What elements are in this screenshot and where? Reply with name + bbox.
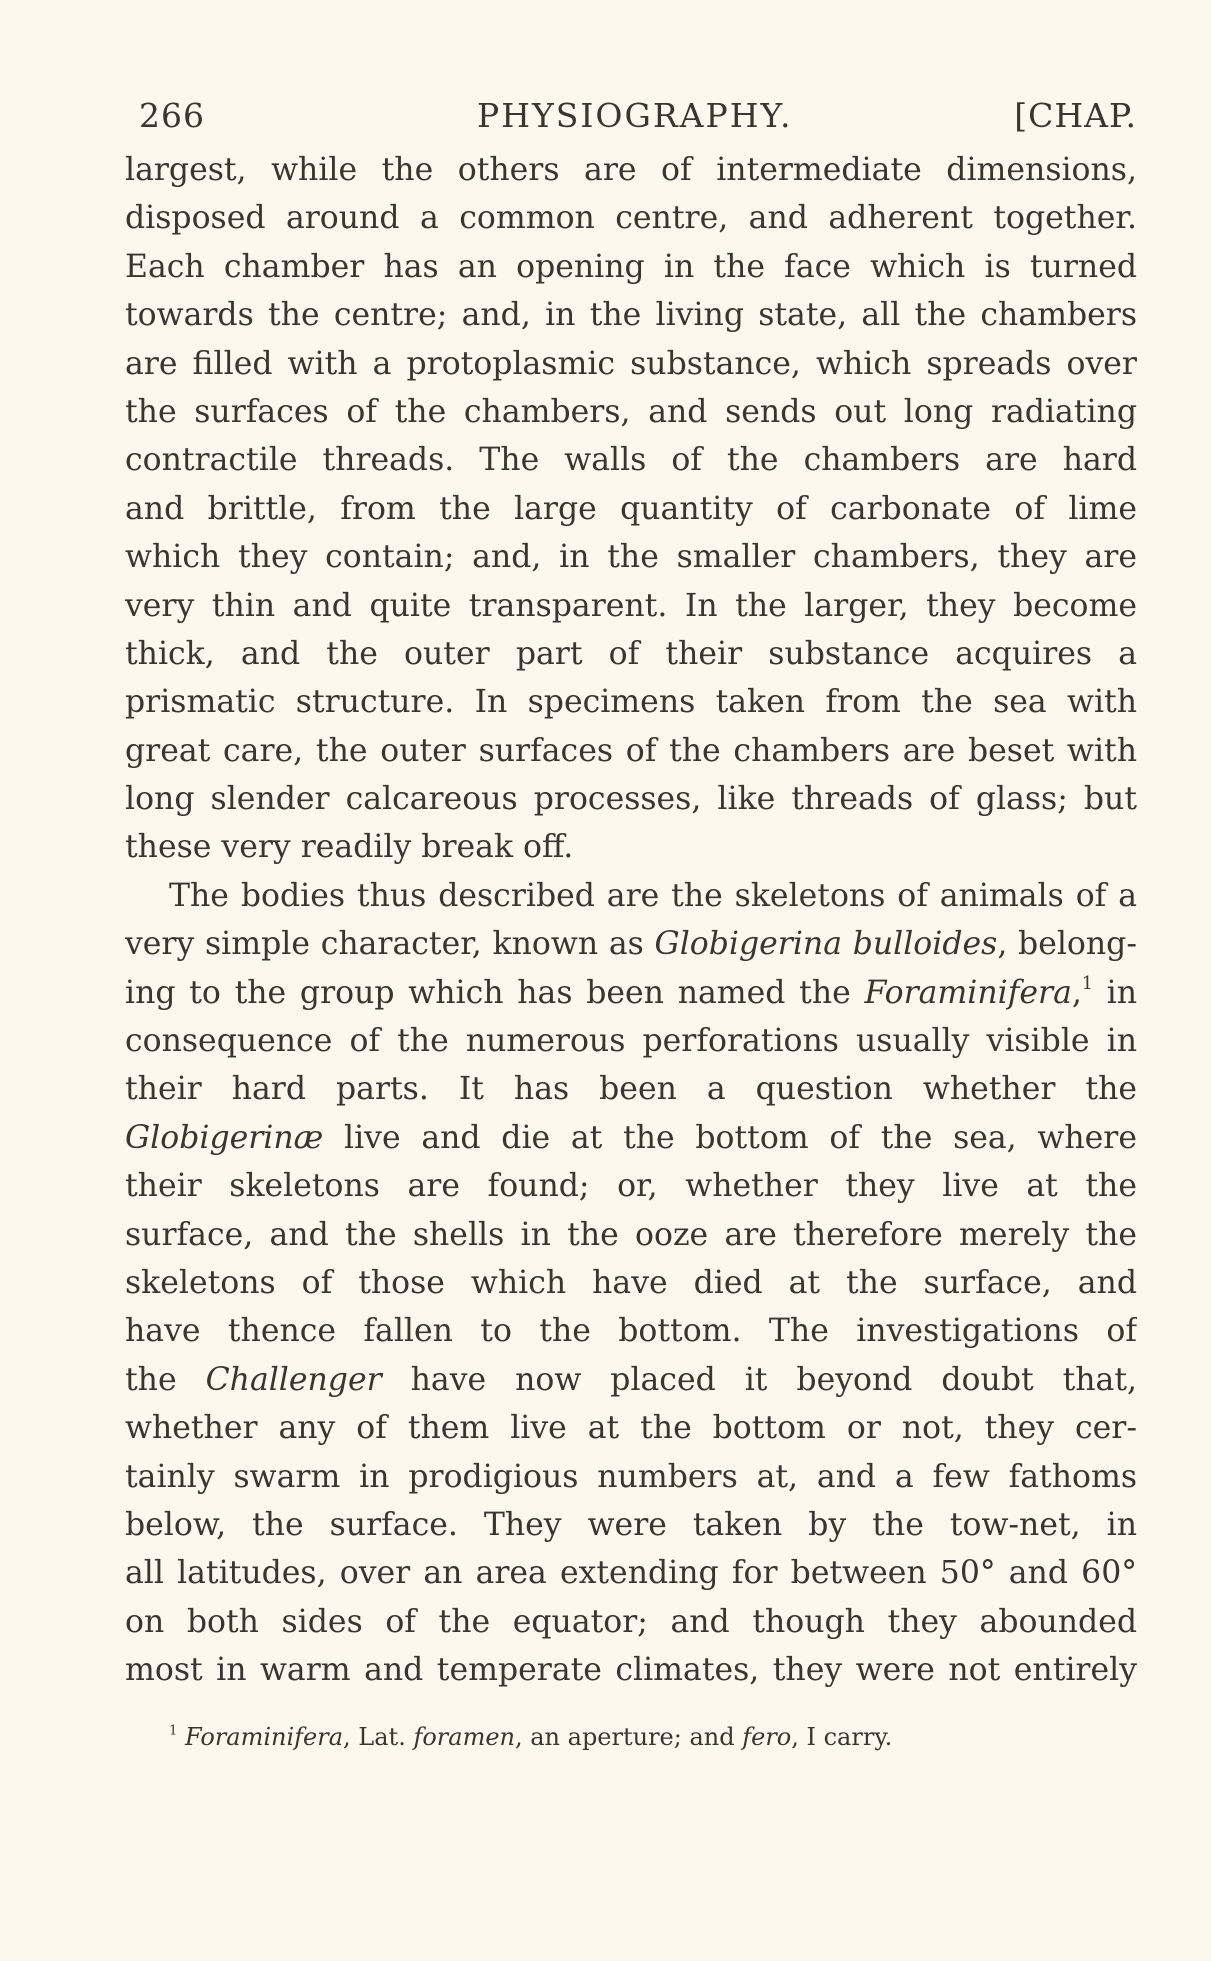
text-line: great care, the outer surfaces of the chambers are beset with bbox=[125, 732, 1137, 769]
text-line: on both sides of the equator; and though they abounded bbox=[125, 1603, 1137, 1640]
text-line: skeletons of those which have died at the surface, and bbox=[125, 1264, 1137, 1301]
text-line: are filled with a protoplasmic substance, which spreads over bbox=[125, 345, 1137, 382]
text-line: whether any of them live at the bottom or not, they cer- bbox=[125, 1410, 1137, 1447]
text-line: the surfaces of the chambers, and sends out long radiating bbox=[125, 393, 1137, 430]
text-run: very simple character, known as bbox=[125, 926, 655, 963]
text-line: have thence fallen to the bottom. The investigations of bbox=[125, 1313, 1137, 1350]
text-line: and brittle, from the large quantity of carbonate of lime bbox=[125, 490, 1137, 527]
latin-word: fero bbox=[742, 1723, 792, 1751]
text-line: these very readily break off. bbox=[125, 829, 574, 866]
page-number: 266 bbox=[139, 96, 205, 135]
text-line: their skeletons are found; or, whether they live at the bbox=[125, 1168, 1137, 1205]
text-line: contractile threads. The walls of the chambers are hard bbox=[125, 442, 1137, 479]
page-header bbox=[125, 96, 1137, 146]
genus-name: Globigerinæ bbox=[125, 1119, 324, 1156]
text-line: most in warm and temperate climates, they were not entirely bbox=[125, 1652, 1137, 1689]
text-line: thick, and the outer part of their substance acquires a bbox=[125, 635, 1137, 672]
footnote-reference: 1 bbox=[1081, 973, 1093, 994]
text-line: largest, while the others are of intermediate dimensions, bbox=[125, 152, 1137, 188]
footnote bbox=[169, 1720, 1129, 1754]
group-name: Foraminifera bbox=[864, 974, 1072, 1011]
text-run: , an aperture; and bbox=[514, 1723, 743, 1751]
running-title: PHYSIOGRAPHY. bbox=[477, 96, 793, 135]
text-line bbox=[125, 1114, 1137, 1162]
text-run: in bbox=[1092, 974, 1137, 1011]
text-line: towards the centre; and, in the living state, all the chambers bbox=[125, 297, 1137, 334]
footnote-marker: 1 bbox=[169, 1723, 178, 1739]
text-line bbox=[125, 1356, 1137, 1404]
text-run: the bbox=[125, 1361, 206, 1398]
text-line: The bodies thus described are the skeletons of animals of a bbox=[169, 877, 1137, 914]
text-line: all latitudes, over an area extending for between 50° and 60° bbox=[125, 1555, 1137, 1592]
book-page bbox=[125, 96, 1137, 1936]
text-line: very thin and quite transparent. In the larger, they become bbox=[125, 587, 1137, 624]
footnote-term: Foraminifera bbox=[185, 1723, 344, 1751]
text-line: prismatic structure. In specimens taken from the sea with bbox=[125, 684, 1137, 721]
text-run: live and die at the bottom of the sea, where bbox=[323, 1119, 1137, 1156]
text-line: Each chamber has an opening in the face which is turned bbox=[125, 248, 1137, 285]
text-line: long slender calcareous processes, like threads of glass; but bbox=[125, 781, 1137, 818]
ship-name: Challenger bbox=[205, 1361, 382, 1398]
text-line: surface, and the shells in the ooze are therefore merely the bbox=[125, 1216, 1137, 1253]
text-run: , Lat. bbox=[343, 1723, 414, 1751]
text-line bbox=[125, 920, 1137, 968]
text-line: tainly swarm in prodigious numbers at, and a few fathoms bbox=[125, 1458, 1137, 1495]
text-line: disposed around a common centre, and adherent together. bbox=[125, 200, 1137, 237]
text-run: , belong- bbox=[997, 926, 1137, 963]
latin-word: foramen bbox=[413, 1723, 515, 1751]
text-line: their hard parts. It has been a question whether the bbox=[125, 1071, 1137, 1108]
text-line bbox=[125, 969, 1137, 1017]
text-line: below, the surface. They were taken by the tow-net, in bbox=[125, 1506, 1137, 1543]
body-text bbox=[125, 146, 1137, 1695]
text-run: , I carry. bbox=[791, 1723, 893, 1751]
chapter-label: [CHAP. bbox=[1014, 96, 1137, 135]
text-run: have now placed it beyond doubt that, bbox=[381, 1361, 1137, 1398]
text-line: which they contain; and, in the smaller chambers, they are bbox=[125, 539, 1137, 576]
text-run: , bbox=[1071, 974, 1082, 1011]
text-run: ing to the group which has been named the bbox=[125, 974, 865, 1011]
text-line: consequence of the numerous perforations usually visible in bbox=[125, 1023, 1137, 1060]
species-name: Globigerina bulloides bbox=[654, 926, 998, 963]
